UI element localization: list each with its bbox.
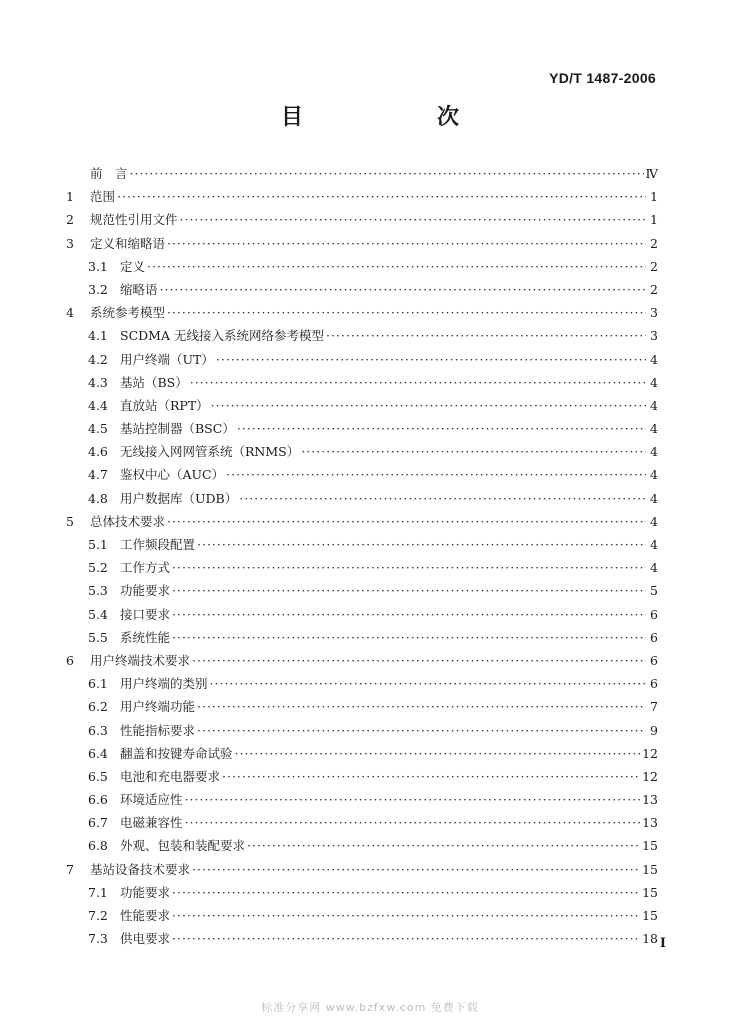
toc-entry-page: 15 bbox=[642, 861, 658, 877]
toc-entry[interactable] bbox=[66, 187, 658, 210]
toc-entry[interactable] bbox=[66, 674, 658, 697]
toc-leader-dots bbox=[210, 676, 646, 691]
toc-entry-title: 性能指标要求 bbox=[120, 722, 196, 738]
toc-entry[interactable] bbox=[66, 512, 658, 535]
toc-entry[interactable] bbox=[66, 651, 658, 674]
toc-entry-number: 6.3 bbox=[88, 722, 108, 738]
toc-entry-title: 用户终端技术要求 bbox=[90, 652, 191, 668]
toc-entry[interactable] bbox=[66, 558, 658, 581]
toc-entry-title: 接口要求 bbox=[120, 606, 171, 622]
toc-entry-page: 2 bbox=[650, 258, 658, 274]
toc-leader-dots bbox=[226, 467, 646, 482]
toc-entry-page: Ⅳ bbox=[645, 166, 658, 181]
toc-entry[interactable] bbox=[66, 767, 658, 790]
toc-entry-number: 4.8 bbox=[88, 490, 108, 506]
toc-entry-page: 4 bbox=[650, 513, 658, 529]
toc-entry-page: 1 bbox=[650, 189, 658, 205]
toc-leader-dots bbox=[167, 305, 646, 320]
toc-entry-title: 基站设备技术要求 bbox=[90, 861, 191, 877]
toc-entry-number: 2 bbox=[66, 212, 74, 228]
toc-entry[interactable] bbox=[66, 257, 658, 280]
toc-leader-dots bbox=[172, 560, 646, 575]
toc-leader-dots bbox=[172, 885, 640, 900]
toc-entry-number: 4 bbox=[66, 305, 74, 321]
toc-entry-title: 鉴权中心（AUC） bbox=[120, 467, 225, 483]
toc-leader-dots bbox=[160, 282, 646, 297]
toc-entry-page: 15 bbox=[642, 908, 658, 923]
toc-entry[interactable] bbox=[66, 813, 658, 836]
toc-entry[interactable] bbox=[66, 465, 658, 488]
toc-leader-dots bbox=[237, 421, 646, 436]
toc-leader-dots bbox=[247, 838, 640, 853]
toc-entry[interactable] bbox=[66, 628, 658, 651]
toc-entry-number: 3.2 bbox=[88, 281, 108, 297]
toc-entry[interactable] bbox=[66, 303, 658, 326]
toc-entry-title: 翻盖和按键寿命试验 bbox=[120, 745, 233, 761]
toc-entry-page: 12 bbox=[642, 745, 658, 761]
toc-entry-number: 6.6 bbox=[88, 792, 108, 808]
toc-entry[interactable] bbox=[66, 442, 658, 465]
toc-entry-title: 用户数据库（UDB） bbox=[120, 490, 238, 506]
toc-entry-number: 6.8 bbox=[88, 838, 108, 854]
toc-entry[interactable] bbox=[66, 373, 658, 396]
toc-entry-title: 工作方式 bbox=[120, 560, 171, 576]
toc-entry[interactable] bbox=[66, 721, 658, 744]
toc-entry-number: 1 bbox=[66, 189, 74, 205]
toc-entry-title: 缩略语 bbox=[120, 281, 158, 297]
toc-entry-title: 供电要求 bbox=[120, 931, 171, 947]
page-number: I bbox=[659, 936, 666, 951]
toc-leader-dots bbox=[185, 792, 641, 807]
toc-leader-dots bbox=[197, 699, 646, 714]
toc-entry-page: 1 bbox=[650, 212, 658, 228]
toc-entry[interactable] bbox=[66, 605, 658, 628]
toc-entry-number: 6 bbox=[66, 652, 74, 668]
toc-entry-number: 5.3 bbox=[88, 583, 108, 599]
toc-entry-title: 工作频段配置 bbox=[120, 537, 196, 552]
toc-entry-number: 7 bbox=[66, 861, 74, 877]
toc-entry-number: 7.1 bbox=[88, 884, 108, 900]
toc-leader-dots bbox=[172, 908, 640, 923]
toc-entry-number: 4.5 bbox=[88, 421, 108, 437]
toc-entry-page: 15 bbox=[642, 838, 658, 854]
toc-entry-page: 6 bbox=[650, 676, 658, 692]
toc-entry-number: 4.4 bbox=[88, 397, 108, 413]
table-of-contents bbox=[66, 164, 658, 952]
toc-entry-title: 前 言 bbox=[90, 166, 128, 181]
toc-leader-dots bbox=[190, 375, 646, 390]
toc-entry-title: 性能要求 bbox=[120, 908, 171, 923]
toc-entry[interactable] bbox=[66, 489, 658, 512]
toc-entry-number: 6.1 bbox=[88, 676, 108, 692]
toc-entry-number: 5 bbox=[66, 513, 74, 529]
toc-entry-page: 4 bbox=[650, 444, 658, 460]
toc-entry-page: 13 bbox=[642, 815, 658, 831]
toc-leader-dots bbox=[301, 444, 646, 459]
toc-entry-page: 15 bbox=[642, 884, 658, 900]
toc-entry-number: 6.7 bbox=[88, 815, 108, 831]
toc-entry-page: 2 bbox=[650, 235, 658, 251]
toc-entry-page: 6 bbox=[650, 606, 658, 622]
toc-entry[interactable] bbox=[66, 350, 658, 373]
toc-leader-dots bbox=[172, 607, 646, 622]
toc-entry[interactable] bbox=[66, 326, 658, 349]
toc-entry-page: 4 bbox=[650, 351, 658, 367]
toc-entry-page: 2 bbox=[650, 281, 658, 297]
toc-entry-number: 5.4 bbox=[88, 606, 108, 622]
toc-entry-title: 外观、包装和装配要求 bbox=[120, 838, 246, 854]
toc-entry[interactable] bbox=[66, 906, 658, 929]
toc-entry-title: 规范性引用文件 bbox=[90, 212, 178, 228]
toc-entry-page: 3 bbox=[650, 328, 658, 344]
toc-entry-title: 用户终端功能 bbox=[120, 699, 196, 715]
toc-entry-page: 6 bbox=[650, 652, 658, 668]
toc-leader-dots bbox=[326, 328, 646, 343]
standard-code: YD/T 1487-2006 bbox=[549, 70, 656, 86]
toc-entry-number: 6.2 bbox=[88, 699, 108, 715]
toc-entry-title: 基站（BS） bbox=[120, 374, 188, 390]
toc-entry-title: 范围 bbox=[90, 189, 116, 205]
toc-entry[interactable] bbox=[66, 234, 658, 257]
toc-leader-dots bbox=[192, 653, 646, 668]
toc-entry-title: 电池和充电器要求 bbox=[120, 768, 221, 784]
toc-entry-page: 4 bbox=[650, 537, 658, 552]
toc-leader-dots bbox=[167, 514, 646, 529]
toc-entry-title: 直放站（RPT） bbox=[120, 397, 209, 413]
toc-entry-page: 18 bbox=[642, 931, 658, 947]
toc-leader-dots bbox=[239, 491, 646, 506]
toc-entry-page: 3 bbox=[650, 305, 658, 321]
toc-leader-dots bbox=[180, 212, 646, 227]
toc-entry[interactable] bbox=[66, 535, 658, 558]
toc-leader-dots bbox=[172, 931, 640, 946]
toc-leader-dots bbox=[235, 746, 641, 761]
toc-entry-page: 5 bbox=[650, 583, 658, 599]
toc-entry-title: 系统参考模型 bbox=[90, 305, 166, 321]
toc-entry-page: 12 bbox=[642, 768, 658, 784]
toc-entry[interactable] bbox=[66, 744, 658, 767]
toc-leader-dots bbox=[167, 236, 646, 251]
toc-leader-dots bbox=[211, 398, 646, 413]
toc-entry-number: 3.1 bbox=[88, 258, 108, 274]
toc-entry-title: 功能要求 bbox=[120, 884, 171, 900]
toc-entry-page: 4 bbox=[650, 490, 658, 506]
toc-leader-dots bbox=[172, 583, 646, 598]
toc-entry[interactable] bbox=[66, 836, 658, 859]
toc-leader-dots bbox=[117, 189, 646, 204]
toc-entry-number: 4.3 bbox=[88, 374, 108, 390]
toc-entry[interactable] bbox=[66, 697, 658, 720]
toc-entry[interactable] bbox=[66, 929, 658, 952]
toc-entry-title: 用户终端（UT） bbox=[120, 351, 214, 367]
toc-leader-dots bbox=[185, 815, 641, 830]
toc-entry[interactable] bbox=[66, 396, 658, 419]
toc-entry-title: 基站控制器（BSC） bbox=[120, 421, 235, 437]
toc-entry[interactable] bbox=[66, 164, 658, 187]
toc-entry-number: 5.2 bbox=[88, 560, 108, 576]
toc-entry-title: SCDMA 无线接入系统网络参考模型 bbox=[120, 328, 324, 344]
toc-leader-dots bbox=[172, 630, 646, 645]
toc-entry-page: 6 bbox=[650, 629, 658, 645]
toc-entry-title: 定义和缩略语 bbox=[90, 235, 166, 251]
toc-entry-title: 用户终端的类别 bbox=[120, 676, 208, 692]
toc-entry-number: 7.2 bbox=[88, 908, 108, 923]
toc-entry-title: 无线接入网网管系统（RNMS） bbox=[120, 444, 300, 460]
toc-entry[interactable] bbox=[66, 210, 658, 233]
toc-entry-page: 7 bbox=[650, 699, 658, 715]
toc-leader-dots bbox=[192, 862, 640, 877]
toc-entry-number: 5.5 bbox=[88, 629, 108, 645]
toc-entry-page: 13 bbox=[642, 792, 658, 808]
page-title: 目 次 bbox=[280, 104, 489, 130]
toc-entry-number: 5.1 bbox=[88, 537, 108, 552]
toc-leader-dots bbox=[147, 259, 646, 274]
toc-entry-page: 4 bbox=[650, 397, 658, 413]
toc-leader-dots bbox=[222, 769, 640, 784]
toc-entry-page: 4 bbox=[650, 374, 658, 390]
toc-entry-number: 4.2 bbox=[88, 351, 108, 367]
toc-entry-number: 4.6 bbox=[88, 444, 108, 460]
toc-entry-title: 系统性能 bbox=[120, 629, 171, 645]
toc-entry[interactable] bbox=[66, 581, 658, 604]
toc-entry-page: 4 bbox=[650, 467, 658, 483]
toc-entry-title: 总体技术要求 bbox=[90, 513, 166, 529]
toc-entry-number: 6.5 bbox=[88, 768, 108, 784]
toc-leader-dots bbox=[197, 723, 646, 738]
toc-entry-number: 6.4 bbox=[88, 745, 108, 761]
toc-entry[interactable] bbox=[66, 883, 658, 906]
toc-leader-dots bbox=[130, 166, 644, 181]
toc-entry-number: 4.7 bbox=[88, 467, 108, 483]
toc-leader-dots bbox=[197, 537, 646, 552]
toc-entry-page: 9 bbox=[650, 722, 658, 738]
toc-entry-title: 功能要求 bbox=[120, 583, 171, 599]
toc-entry[interactable] bbox=[66, 860, 658, 883]
toc-entry[interactable] bbox=[66, 790, 658, 813]
toc-entry-title: 定义 bbox=[120, 258, 146, 274]
toc-entry-title: 环境适应性 bbox=[120, 792, 183, 808]
watermark: 标准分享网 www.bzfxw.com 免费下载 bbox=[261, 1001, 479, 1014]
toc-leader-dots bbox=[216, 352, 646, 367]
toc-entry-page: 4 bbox=[650, 421, 658, 437]
toc-entry-title: 电磁兼容性 bbox=[120, 815, 183, 831]
toc-entry-page: 4 bbox=[650, 560, 658, 576]
toc-entry[interactable] bbox=[66, 280, 658, 303]
toc-entry-number: 7.3 bbox=[88, 931, 108, 947]
toc-entry-number: 4.1 bbox=[88, 328, 108, 344]
toc-entry[interactable] bbox=[66, 419, 658, 442]
toc-entry-number: 3 bbox=[66, 235, 74, 251]
